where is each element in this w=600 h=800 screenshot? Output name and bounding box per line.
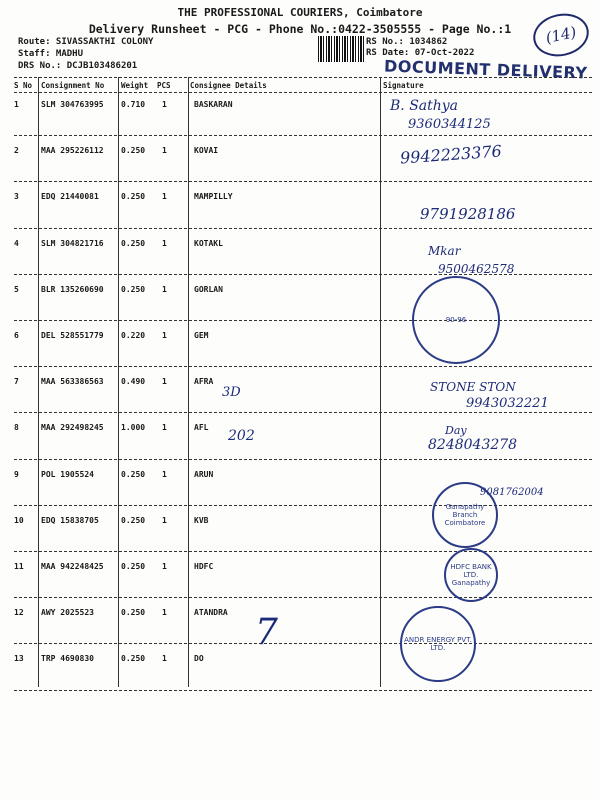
circular-stamp: 90-96 <box>412 276 500 364</box>
row-consignment-no: EDQ 21440081 <box>41 192 99 202</box>
route-label: Route: SIVASSAKTHI COLONY <box>18 37 154 47</box>
row-pcs: 1 <box>162 331 167 340</box>
row-pcs: 1 <box>162 608 167 618</box>
col-signature: Signature <box>383 81 424 90</box>
row-sno: 4 <box>14 238 19 248</box>
row-consignment-no: SLM 304763995 <box>41 100 104 109</box>
rs-date: RS Date: 07-Oct-2022 <box>366 48 475 58</box>
atandra-mark: 7 <box>255 612 278 653</box>
row-consignment-no: POL 1905524 <box>41 469 94 479</box>
row-divider <box>14 690 592 691</box>
col-weight: Weight <box>121 81 149 90</box>
row-sno: 5 <box>14 284 19 294</box>
signature-8-name: Day <box>445 424 467 437</box>
row-pcs: 1 <box>162 238 167 248</box>
afra-note: 3D <box>222 385 241 400</box>
col-divider <box>38 77 39 687</box>
document-delivery-stamp: DOCUMENT DELIVERY <box>383 56 588 83</box>
row-consignment-no: MAA 563386563 <box>41 377 104 387</box>
row-divider <box>14 412 592 413</box>
row-pcs: 1 <box>162 192 167 202</box>
header-bottom-rule <box>14 92 592 93</box>
afl-note: 202 <box>228 428 255 444</box>
signature-8-phone: 8248043278 <box>428 437 518 453</box>
company-seal: ANDR ENERGY PVT. LTD. <box>400 606 476 682</box>
row-weight: 0.250 <box>121 284 146 294</box>
row-consignee: AFRA <box>194 377 214 387</box>
row-sno: 1 <box>14 100 19 109</box>
row-pcs: 1 <box>162 377 167 387</box>
signature-1-phone: 9360344125 <box>408 117 491 132</box>
row-sno: 7 <box>14 377 19 387</box>
row-sno: 12 <box>14 608 24 618</box>
row-weight: 0.250 <box>121 562 146 571</box>
row-sno: 2 <box>14 146 19 156</box>
col-divider <box>188 77 189 687</box>
row-consignee: HDFC <box>194 562 214 571</box>
row-sno: 3 <box>14 192 19 202</box>
row-consignment-no: EDQ 15838705 <box>41 515 99 525</box>
row-pcs: 1 <box>162 284 167 294</box>
signature-4-phone: 9500462578 <box>438 262 515 276</box>
row-consignee: MAMPILLY <box>194 192 233 202</box>
row-divider <box>14 135 592 136</box>
row-pcs: 1 <box>162 654 167 664</box>
signature-3-phone: 9791928186 <box>420 205 516 223</box>
row-pcs: 1 <box>162 515 167 525</box>
signature-7-name: STONE STON <box>430 380 516 394</box>
row-consignee: ARUN <box>194 469 214 479</box>
row-weight: 0.250 <box>121 654 146 664</box>
signature-4-name: Mkar <box>428 244 461 258</box>
row-sno: 10 <box>14 515 24 525</box>
page-number-mark: (14) <box>529 9 593 62</box>
row-divider <box>14 181 592 182</box>
row-weight: 0.250 <box>121 192 146 202</box>
row-consignee: KOTAKL <box>194 238 223 248</box>
signature-7-phone: 9943032221 <box>466 396 549 411</box>
row-sno: 8 <box>14 423 19 433</box>
row-consignee: KVB <box>194 515 209 525</box>
hdfc-seal: HDFC BANK LTD. Ganapathy <box>444 548 498 602</box>
row-pcs: 1 <box>162 469 167 479</box>
row-consignee: ATANDRA <box>194 608 228 618</box>
row-weight: 0.220 <box>121 331 146 340</box>
row-sno: 11 <box>14 562 24 571</box>
row-divider <box>14 228 592 229</box>
row-sno: 6 <box>14 331 19 340</box>
col-consignee: Consignee Details <box>190 81 267 90</box>
row-consignment-no: TRP 4690830 <box>41 654 94 664</box>
row-weight: 1.000 <box>121 423 146 433</box>
barcode <box>318 36 364 62</box>
row-pcs: 1 <box>162 146 167 156</box>
row-weight: 0.250 <box>121 608 146 618</box>
row-consignment-no: MAA 295226112 <box>41 146 104 156</box>
row-pcs: 1 <box>162 100 167 109</box>
header-top-rule <box>14 77 592 78</box>
row-weight: 0.250 <box>121 238 146 248</box>
row-sno: 13 <box>14 654 24 664</box>
col-consignment: Consignment No <box>41 81 105 90</box>
row-divider <box>14 551 592 552</box>
row-consignee: BASKARAN <box>194 100 233 109</box>
col-divider <box>380 77 381 687</box>
row-consignment-no: MAA 292498245 <box>41 423 104 433</box>
row-divider <box>14 366 592 367</box>
rs-number: RS No.: 1034862 <box>366 37 448 47</box>
row-weight: 0.250 <box>121 146 146 156</box>
row-divider <box>14 320 592 321</box>
row-consignee: GORLAN <box>194 284 223 294</box>
row-consignment-no: BLR 135260690 <box>41 284 104 294</box>
row-consignee: KOVAI <box>194 146 219 156</box>
row-consignment-no: SLM 304821716 <box>41 238 104 248</box>
row-consignment-no: DEL 528551779 <box>41 331 104 340</box>
company-title: THE PROFESSIONAL COURIERS, Coimbatore <box>177 6 423 19</box>
row-consignment-no: MAA 942248425 <box>41 562 104 571</box>
row-pcs: 1 <box>162 423 167 433</box>
row-pcs: 1 <box>162 562 167 571</box>
col-pcs: PCS <box>157 81 171 90</box>
row-divider <box>14 597 592 598</box>
row-consignee: AFL <box>194 423 209 433</box>
col-sno: S No <box>14 81 33 90</box>
row-consignee: DO <box>194 654 204 664</box>
runsheet-subtitle: Delivery Runsheet - PCG - Phone No.:0422-3505555 - Page No.:1 <box>88 22 512 36</box>
row-weight: 0.710 <box>121 100 146 109</box>
staff-label: Staff: MADHU <box>18 49 84 59</box>
row-weight: 0.250 <box>121 469 146 479</box>
row-consignment-no: AWY 2025523 <box>41 608 94 618</box>
row-consignee: GEM <box>194 331 209 340</box>
row-divider <box>14 643 592 644</box>
row-divider <box>14 459 592 460</box>
signature-1-name: B. Sathya <box>390 98 459 114</box>
row-weight: 0.250 <box>121 515 146 525</box>
col-divider <box>118 77 119 687</box>
row-sno: 9 <box>14 469 19 479</box>
row-divider <box>14 505 592 506</box>
drs-label: DRS No.: DCJB103486201 <box>18 61 138 71</box>
row-weight: 0.490 <box>121 377 146 387</box>
kvb-seal: Ganapathy Branch Coimbatore <box>432 482 498 548</box>
signature-9-phone: 9081762004 <box>480 487 544 498</box>
signature-2-phone: 9942223376 <box>399 141 503 168</box>
